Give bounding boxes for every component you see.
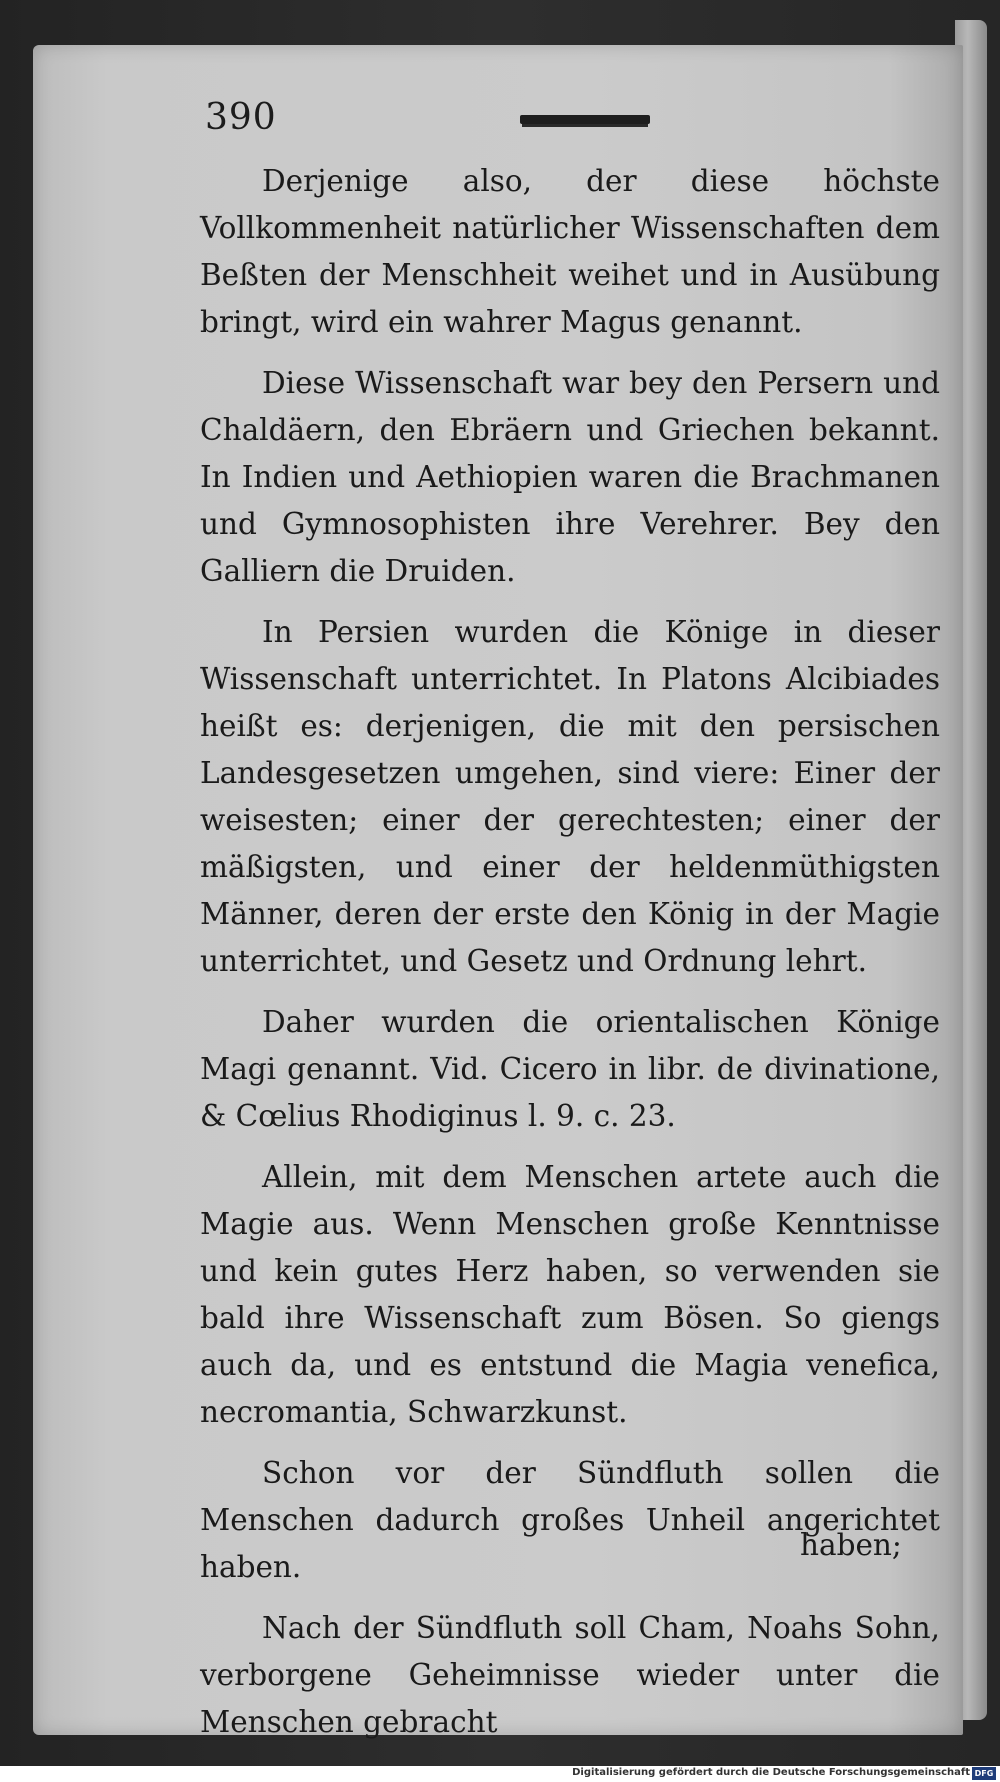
paragraph-6: Schon vor der Sündfluth sollen die Menschen dadurch großes Unheil angerichtet haben. [200,1456,940,1584]
page-number: 390 [205,97,277,138]
catchword: haben; [800,1528,902,1562]
ornament-rule [520,115,650,124]
body-text [200,158,940,1760]
paragraph-3: In Persien wurden die Könige in dieser Wissenschaft unterrichtet. In Platons Alcibiades heißt es: derjenigen, die mit den persischen Landesgesetzen umgehen, sind viere: Einer der weisesten; einer der gerechtesten; einer der mäßigsten, und einer der heldenmüthigsten Männer, deren der erste den König in der Magie unterrichtet, und Gesetz und Ordnung lehrt. [200,615,940,978]
paragraph-1: Derjenige also, der diese höchste Vollkommenheit natürlicher Wissenschaften dem Beßten der Menschheit weihet und in Ausübung bringt, wird ein wahrer Magus genannt. [200,164,940,339]
paragraph-4: Daher wurden die orientalischen Könige Magi genannt. Vid. Cicero in libr. de divinatione, & Cœlius Rhodiginus l. 9. c. 23. [200,1005,940,1133]
paragraph-7: Nach der Sündfluth soll Cham, Noahs Sohn, verborgene Geheimnisse wieder unter die Menschen gebracht [200,1611,940,1739]
footer-credit: Digitalisierung gefördert durch die Deutsche Forschungsgemeinschaft [572,1767,970,1778]
page-header [205,97,685,147]
dfg-logo-icon: DFG [972,1767,996,1780]
paragraph-5: Allein, mit dem Menschen artete auch die Magie aus. Wenn Menschen große Kenntnisse und kein gutes Herz haben, so verwenden sie bald ihre Wissenschaft zum Bösen. So giengs auch da, und es entstund die Magia venefica, necromantia, Schwarzkunst. [200,1160,940,1429]
paragraph-2: Diese Wissenschaft war bey den Persern und Chaldäern, den Ebräern und Griechen bekannt. In Indien und Aethiopien waren die Brachmanen und Gymnosophisten ihre Verehrer. Bey den Galliern die Druiden. [200,366,940,588]
